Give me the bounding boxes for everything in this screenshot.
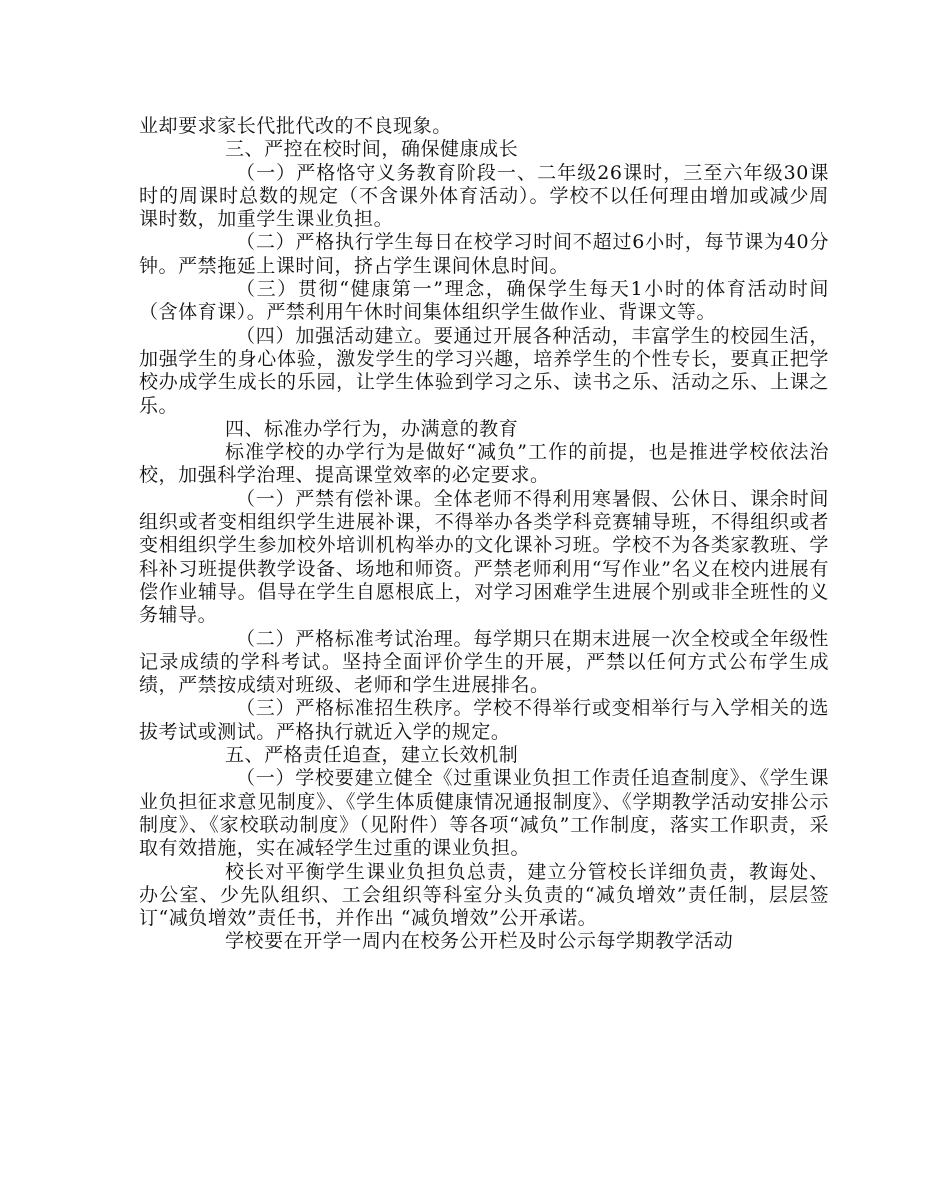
paragraph: （一）严格恪守义务教育阶段一、二年级26课时，三至六年级30课时的周课时总数的规定（不含课外体育活动）。学校不以任何理由增加或减少周课时数，加重学生课业负担。 xyxy=(139,161,829,231)
section-heading: 三、严控在校时间，确保健康成长 xyxy=(225,138,519,161)
section-heading: 四、标准办学行为，办满意的教育 xyxy=(225,417,519,440)
paragraph: 学校要在开学一周内在校务公开栏及时公示每学期教学活动 xyxy=(225,930,734,953)
section-heading: 五、严格责任追查，建立长效机制 xyxy=(225,744,519,767)
paragraph: （三）严格标准招生秩序。学校不得举行或变相举行与入学相关的选拔考试或测试。严格执行就近入学的规定。 xyxy=(139,697,829,743)
document-body xyxy=(139,115,829,954)
paragraph: （二）严格标准考试治理。每学期只在期末进展一次全校或全年级性记录成绩的学科考试。坚持全面评价学生的开展，严禁以任何方式公布学生成绩，严禁按成绩对班级、老师和学生进展排名。 xyxy=(139,627,829,697)
paragraph: （一）学校要建立健全《过重课业负担工作责任追查制度》、《学生课业负担征求意见制度》、《学生体质健康情况通报制度》、《学期教学活动安排公示制度》、《家校联动制度》（见附件）等各项“减负”工作制度，落实工作职责，采取有效措施，实在减轻学生过重的课业负担。 xyxy=(139,767,829,860)
paragraph: （一）严禁有偿补课。全体老师不得利用寒暑假、公休日、课余时间组织或者变相组织学生进展补课，不得举办各类学科竞赛辅导班，不得组织或者变相组织学生参加校外培训机构举办的文化课补习班。学校不为各类家教班、学科补习班提供教学设备、场地和师资。严禁老师利用“写作业”名义在校内进展有偿作业辅导。倡导在学生自愿根底上，对学习困难学生进展个别或非全班性的义务辅导。 xyxy=(139,487,829,627)
paragraph: 业却要求家长代批代改的不良现象。 xyxy=(139,115,452,137)
paragraph: （四）加强活动建立。要通过开展各种活动，丰富学生的校园生活，加强学生的身心体验，激发学生的学习兴趣，培养学生的个性专长，要真正把学校办成学生成长的乐园，让学生体验到学习之乐、读书之乐、活动之乐、上课之乐。 xyxy=(139,324,829,417)
paragraph: （三）贯彻“健康第一”理念，确保学生每天1小时的体育活动时间（含体育课）。严禁利用午休时间集体组织学生做作业、背课文等。 xyxy=(139,278,829,324)
paragraph: 标准学校的办学行为是做好“减负”工作的前提，也是推进学校依法治校，加强科学治理、提高课堂效率的必定要求。 xyxy=(139,441,829,487)
paragraph: （二）严格执行学生每日在校学习时间不超过6小时，每节课为40分钟。严禁拖延上课时间，挤占学生课间休息时间。 xyxy=(139,231,829,277)
paragraph: 校长对平衡学生课业负担负总责，建立分管校长详细负责，教诲处、办公室、少先队组织、工会组织等科室分头负责的“减负增效”责任制，层层签订“减负增效”责任书，并作出 “减负增效”公开承诺。 xyxy=(139,860,829,930)
